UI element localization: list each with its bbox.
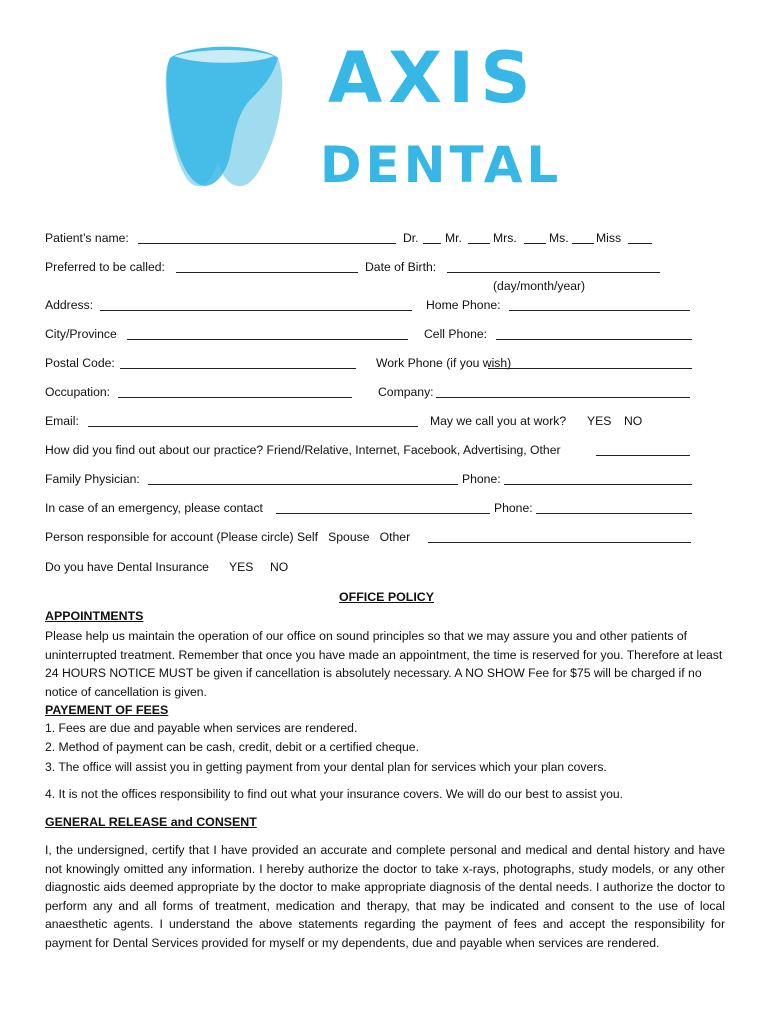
city-label: City/Province [45,327,117,341]
title-dr-field[interactable] [423,243,441,244]
preferred-name-label: Preferred to be called: [45,260,165,274]
postal-code-field[interactable] [120,368,356,369]
family-physician-label: Family Physician: [45,472,140,486]
postal-code-label: Postal Code: [45,356,115,370]
patient-name-field[interactable] [138,243,396,244]
email-label: Email: [45,414,79,428]
company-field[interactable] [436,397,690,398]
call-at-work-label: May we call you at work? [430,414,567,428]
dob-field[interactable] [447,272,660,273]
title-mrs-label: Mrs. [493,231,517,245]
payment-item: 4. It is not the offices responsibility to find out what your insurance covers. We will do our best to assist you. [45,787,624,801]
emergency-phone-label: Phone: [494,501,533,515]
release-heading: GENERAL RELEASE and CONSENT [45,815,257,829]
emergency-contact-label: In case of an emergency, please contact [45,501,263,515]
occupation-field[interactable] [118,397,352,398]
referral-other-field[interactable] [596,455,690,456]
appointments-paragraph: Please help us maintain the operation of our office on sound principles so that we may assure you and other patients of uninterrupted treatment. Remember that once you have made an appointment, the time is reserved for you. Therefore at least 24 HOURS NOTICE MUST be given if cancellation is absolutely necessary. A NO SHOW Fee for $75 will be charged if no notice of cancellation is given. [45,629,723,699]
dental-insurance-label: Do you have Dental Insurance [45,560,209,574]
address-field[interactable] [100,310,412,311]
responsible-party-field[interactable] [428,542,691,543]
responsible-party-label: Person responsible for account (Please circle) Self Spouse Other [45,530,411,544]
payment-heading: PAYEMENT OF FEES [45,703,169,717]
call-at-work-no-option[interactable]: NO [624,414,643,428]
work-phone-field[interactable] [488,368,692,369]
preferred-name-field[interactable] [176,272,358,273]
title-miss-field[interactable] [628,243,652,244]
office-policy-title: OFFICE POLICY [339,590,434,604]
appointments-heading: APPOINTMENTS [45,609,144,623]
address-label: Address: [45,298,94,312]
title-mr-label: Mr. [445,231,462,245]
tooth-logo-icon [160,38,290,193]
family-physician-field[interactable] [148,484,458,485]
dob-label: Date of Birth: [365,260,437,274]
work-phone-label: Work Phone (if you wish) [376,356,512,370]
patient-name-label: Patient’s name: [45,231,129,245]
payment-item: 1. Fees are due and payable when services are rendered. [45,721,358,735]
cell-phone-label: Cell Phone: [424,327,488,341]
insurance-no-option[interactable]: NO [270,560,289,574]
title-miss-label: Miss [596,231,622,245]
city-field[interactable] [127,339,408,340]
dob-format-hint: (day/month/year) [493,279,586,293]
payment-item: 2. Method of payment can be cash, credit, debit or a certified cheque. [45,740,419,754]
title-ms-field[interactable] [572,243,594,244]
insurance-yes-option[interactable]: YES [229,560,254,574]
title-mr-field[interactable] [468,243,490,244]
occupation-label: Occupation: [45,385,111,399]
logo [160,37,563,198]
home-phone-field[interactable] [509,310,690,311]
physician-phone-field[interactable] [504,484,692,485]
logo-secondary-text: DENTAL [320,136,563,194]
cell-phone-field[interactable] [496,339,692,340]
release-paragraph: I, the undersigned, certify that I have provided an accurate and complete personal and medical and dental history and have not knowingly omitted any information. I hereby authorize the doctor to take x-rays, photographs, study models, or any other diagnostic aids deemed appropriate by the doctor to make appropriate diagnosis of the dental needs. I authorize the doctor to perform any and all forms of treatment, medication and therapy, that may be indicated and consent to the use of local anaesthetic agents. I understand the above statements regarding the payment of fees and accept the responsibility for payment for Dental Services provided for myself or my dependents, due and payable when services are rendered. [45,843,725,950]
logo-primary-text: AXIS [328,37,537,119]
payment-item: 3. The office will assist you in getting payment from your dental plan for services which your plan covers. [45,760,607,774]
email-field[interactable] [88,426,418,427]
emergency-contact-field[interactable] [276,513,490,514]
company-label: Company: [378,385,434,399]
referral-source-label: How did you find out about our practice? Friend/Relative, Internet, Facebook, Advertising, Other [45,443,561,457]
title-mrs-field[interactable] [524,243,546,244]
home-phone-label: Home Phone: [426,298,501,312]
call-at-work-yes-option[interactable]: YES [587,414,612,428]
title-ms-label: Ms. [549,231,569,245]
emergency-phone-field[interactable] [536,513,692,514]
title-dr-label: Dr. [403,231,419,245]
physician-phone-label: Phone: [462,472,501,486]
